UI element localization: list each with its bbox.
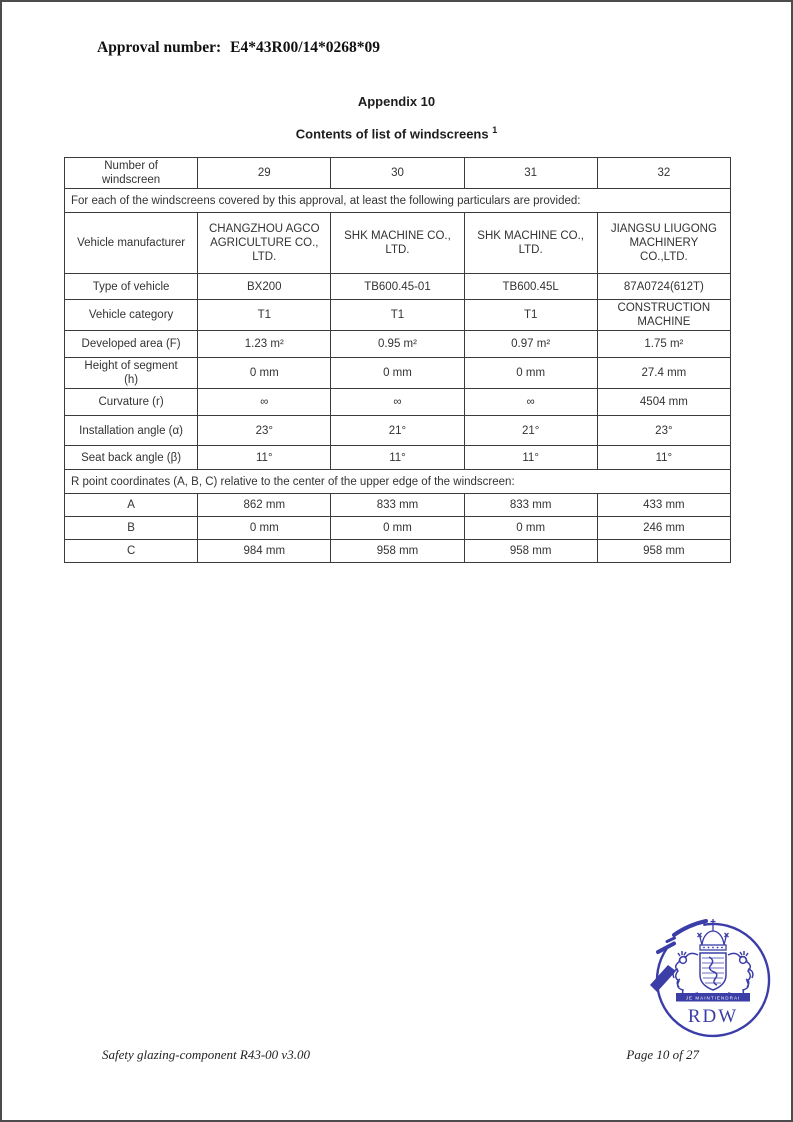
intro-note-cell: For each of the windscreens covered by this approval, at least the following particulars are provided:: [65, 189, 731, 213]
table-cell: ∞: [198, 389, 331, 416]
table-row: [65, 213, 731, 274]
table-cell: 11°: [198, 446, 331, 470]
table-row: [65, 158, 731, 189]
footer-page-number: Page 10 of 27: [626, 1047, 699, 1062]
table-cell: 21°: [464, 416, 597, 446]
approval-number-line: [97, 39, 380, 57]
table-cell: 0.95 m²: [331, 331, 464, 358]
row-label: Developed area (F): [65, 331, 198, 358]
table-cell: T1: [464, 300, 597, 331]
row-label: B: [65, 517, 198, 540]
table-row: [65, 517, 731, 540]
subtitle-text: Contents of list of windscreens: [295, 126, 489, 142]
table-row: [65, 494, 731, 517]
table-row: [65, 540, 731, 563]
table-row: [65, 446, 731, 470]
table-cell: 0 mm: [198, 517, 331, 540]
table-row: [65, 300, 731, 331]
table-cell: 433 mm: [597, 494, 730, 517]
table-cell: 11°: [331, 446, 464, 470]
appendix-title: Appendix 10: [357, 94, 436, 109]
row-label: Curvature (r): [65, 389, 198, 416]
table-cell: 246 mm: [597, 517, 730, 540]
row-label: Type of vehicle: [65, 274, 198, 300]
table-cell: 0 mm: [464, 517, 597, 540]
table-row: [65, 331, 731, 358]
table-row: [65, 189, 731, 213]
table-row: [65, 274, 731, 300]
table-cell: 0.97 m²: [464, 331, 597, 358]
table-cell: 23°: [597, 416, 730, 446]
footnote-marker: 1: [492, 125, 498, 135]
table-cell: 862 mm: [198, 494, 331, 517]
r-point-note-cell: R point coordinates (A, B, C) relative to the center of the upper edge of the windscreen:: [65, 470, 731, 494]
windscreen-table: [64, 157, 731, 563]
table-cell: 4504 mm: [597, 389, 730, 416]
table-cell: 1.23 m²: [198, 331, 331, 358]
table-cell: 87A0724(612T): [597, 274, 730, 300]
row-label: C: [65, 540, 198, 563]
table-cell: T1: [198, 300, 331, 331]
table-cell: BX200: [198, 274, 331, 300]
table-cell: CHANGZHOU AGCO AGRICULTURE CO., LTD.: [198, 213, 331, 274]
table-cell: T1: [331, 300, 464, 331]
row-label: Seat back angle (β): [65, 446, 198, 470]
table-cell: 0 mm: [331, 358, 464, 389]
table-cell: 0 mm: [464, 358, 597, 389]
table-cell: 23°: [198, 416, 331, 446]
stamp-motto: JE MAINTIENDRAI: [685, 995, 741, 1001]
approval-number-label: Approval number:: [97, 39, 222, 56]
table-row: [65, 389, 731, 416]
page-subtitle: [2, 125, 791, 141]
footer-document-version: Safety glazing-component R43-00 v3.00: [102, 1047, 310, 1062]
table-row: [65, 416, 731, 446]
table-cell: 958 mm: [597, 540, 730, 563]
table-cell: TB600.45-01: [331, 274, 464, 300]
row-label: Installation angle (α): [65, 416, 198, 446]
table-cell: TB600.45L: [464, 274, 597, 300]
table-row: [65, 470, 731, 494]
windscreen-number-cell: 32: [597, 158, 730, 189]
table-cell: SHK MACHINE CO., LTD.: [331, 213, 464, 274]
table-cell: 1.75 m²: [597, 331, 730, 358]
table-cell: JIANGSU LIUGONG MACHINERY CO.,LTD.: [597, 213, 730, 274]
table-cell: 0 mm: [331, 517, 464, 540]
table-corner-label: Number of windscreen: [65, 158, 198, 189]
table-cell: CONSTRUCTION MACHINE: [597, 300, 730, 331]
row-label: Height of segment (h): [65, 358, 198, 389]
windscreen-number-cell: 31: [464, 158, 597, 189]
table-cell: 21°: [331, 416, 464, 446]
table-cell: 833 mm: [331, 494, 464, 517]
row-label: Vehicle category: [65, 300, 198, 331]
table-cell: 27.4 mm: [597, 358, 730, 389]
table-cell: ∞: [331, 389, 464, 416]
row-label: Vehicle manufacturer: [65, 213, 198, 274]
table-cell: 0 mm: [198, 358, 331, 389]
windscreen-number-cell: 29: [198, 158, 331, 189]
windscreen-number-cell: 30: [331, 158, 464, 189]
table-cell: 984 mm: [198, 540, 331, 563]
approval-number-value: E4*43R00/14*0268*09: [230, 39, 381, 56]
table-row: [65, 358, 731, 389]
stamp-organization: RDW: [687, 1006, 739, 1027]
table-cell: 11°: [464, 446, 597, 470]
row-label: A: [65, 494, 198, 517]
table-cell: 958 mm: [331, 540, 464, 563]
page-footer: [2, 1047, 791, 1063]
table-cell: ∞: [464, 389, 597, 416]
rdw-stamp-icon: [636, 905, 788, 1057]
table-cell: 11°: [597, 446, 730, 470]
table-cell: 833 mm: [464, 494, 597, 517]
table-cell: 958 mm: [464, 540, 597, 563]
table-cell: SHK MACHINE CO., LTD.: [464, 213, 597, 274]
